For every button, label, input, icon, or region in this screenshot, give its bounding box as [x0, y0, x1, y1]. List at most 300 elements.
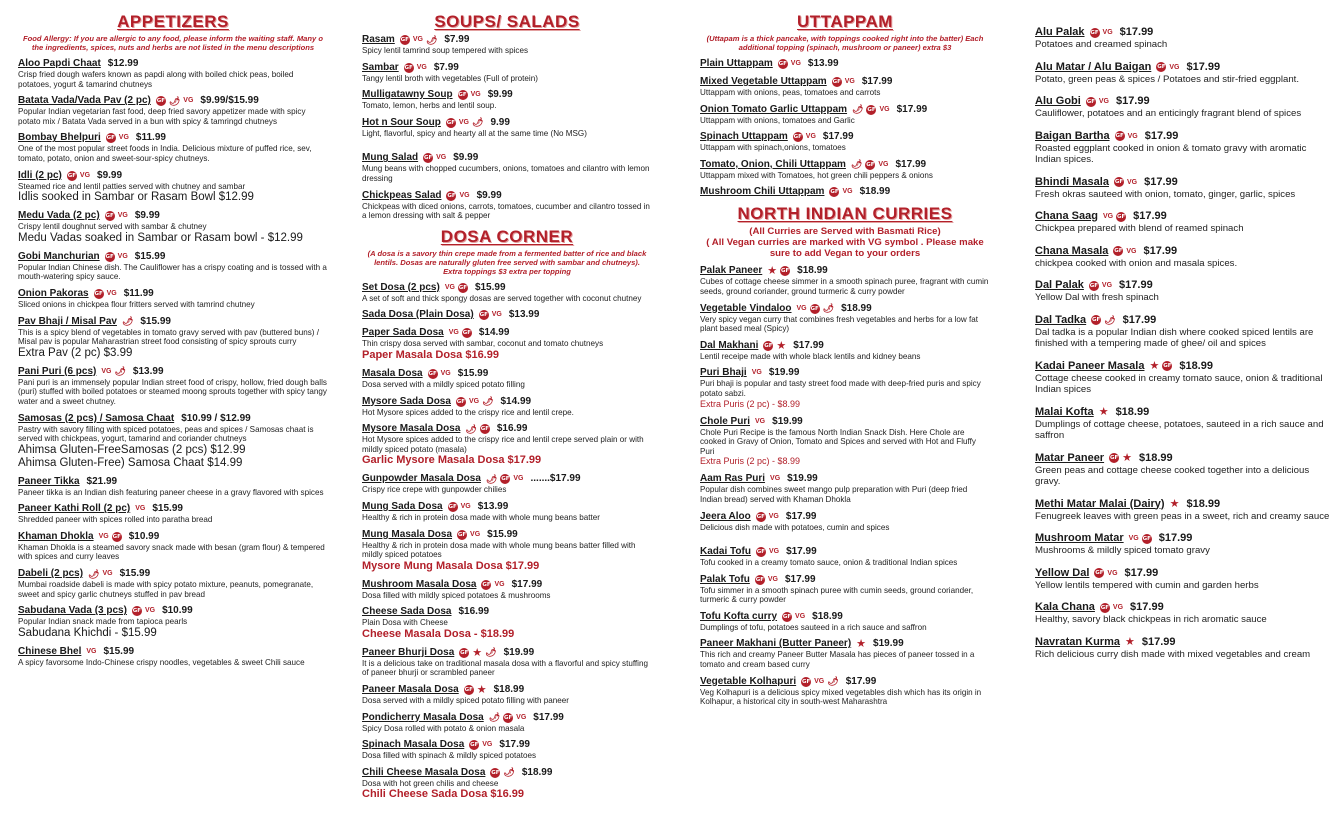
menu-item-price: $9.99 — [476, 189, 502, 201]
menu-item-description: Potatoes and creamed spinach — [1035, 39, 1168, 50]
gluten-free-icon: GF — [1116, 213, 1126, 220]
dietary-icons — [1129, 532, 1152, 545]
menu-item-extra: Extra Puris (2 pc) - $8.99 — [700, 456, 801, 467]
menu-item — [18, 58, 328, 89]
vegan-icon: VG — [1127, 132, 1138, 140]
menu-item-price: $19.99 — [768, 367, 800, 379]
dietary-icons — [770, 473, 780, 485]
dietary-icons — [457, 529, 480, 541]
menu-item-description: Steamed rice and lentil patties served with chutney and sambar — [18, 181, 246, 191]
menu-item-header — [362, 423, 652, 435]
menu-item-price: $16.99 — [458, 606, 490, 618]
menu-item-header — [18, 646, 328, 658]
menu-item — [362, 712, 652, 734]
menu-item-price: $17.99 — [499, 739, 530, 751]
menu-item-name: Pav Bhaji / Misal Pav — [18, 315, 117, 327]
menu-item-name: Paneer Bhurji Dosa — [362, 646, 455, 658]
chili-pepper-icon: 🌶 — [1104, 314, 1116, 325]
star-icon: ★ — [1149, 360, 1160, 372]
gluten-free-icon: GF — [781, 268, 790, 275]
menu-item-description: Popular Indian vegetarian fast food, deep fried savory appetizer made with spicy potato mix / Batata Vada served in a bun with spicy & tamringd chutneys — [18, 107, 306, 126]
chili-pepper-icon: 🌶 — [114, 366, 126, 377]
menu-item-price: $10.99 / $12.99 — [181, 412, 251, 424]
vegan-icon: VG — [768, 512, 779, 520]
menu-item-description: It is a delicious take on traditional masala dosa with a flavorful and spicy stuffing of paneer bhurji or scrambled paneer — [362, 658, 648, 678]
menu-item-name: Kadai Tofu — [700, 546, 751, 558]
menu-item-header — [362, 152, 652, 164]
menu-item-header — [1035, 95, 1335, 108]
menu-item-header — [1035, 532, 1335, 545]
dietary-icons — [756, 546, 779, 558]
menu-item-description: Healthy & rich in protein dosa made with whole mung beans batter — [362, 512, 600, 522]
vegan-icon: VG — [491, 311, 502, 319]
gluten-free-icon: GF — [482, 581, 491, 588]
vegan-icon: VG — [460, 502, 471, 510]
star-icon: ★ — [776, 339, 787, 352]
dietary-icons — [1170, 499, 1180, 509]
menu-item-header — [362, 309, 652, 321]
menu-item — [1035, 95, 1335, 120]
menu-item-name: Alu Matar / Alu Baigan — [1035, 60, 1152, 73]
gluten-free-icon: GF — [1086, 98, 1095, 105]
menu-item-header — [1035, 61, 1335, 74]
menu-item-header — [700, 186, 990, 198]
menu-item-header — [1035, 130, 1335, 143]
gluten-free-icon: GF — [782, 613, 792, 620]
curries-continued-column — [1035, 26, 1335, 670]
menu-item — [362, 767, 652, 802]
menu-item — [362, 309, 652, 321]
menu-item-description: Uttappam with spinach,onions, tomatoes — [700, 143, 846, 153]
gluten-free-icon: GF — [105, 213, 114, 220]
menu-item-description: Yellow Dal with fresh spinach — [1035, 292, 1159, 303]
menu-item-price: $15.99 — [457, 367, 489, 379]
chili-pepper-icon: 🌶 — [488, 712, 501, 723]
menu-item-extra: Mysore Mung Masala Dosa $17.99 — [362, 559, 540, 572]
menu-item-name: Mung Salad — [362, 152, 419, 164]
chili-pepper-icon: 🌶 — [465, 423, 477, 434]
menu-item-description: Green peas and cottage cheese cooked together into a delicious gravy. — [1035, 464, 1310, 487]
chili-pepper-icon: 🌶 — [850, 159, 863, 170]
menu-item-price: $19.99 — [503, 646, 535, 658]
menu-item-name: Hot n Sour Soup — [362, 116, 441, 128]
menu-item-description: Tomato, lemon, herbs and lentil soup. — [362, 101, 497, 111]
dietary-icons — [767, 266, 790, 276]
menu-item-name: Set Dosa (2 pcs) — [362, 281, 440, 293]
soups-list — [362, 34, 652, 138]
menu-item-name: Chili Cheese Masala Dosa — [362, 766, 486, 778]
appetizers-column — [18, 12, 328, 673]
gluten-free-icon: GF — [491, 769, 500, 776]
vegan-icon: VG — [436, 154, 447, 162]
menu-item-price: $19.99 — [787, 473, 818, 485]
menu-item-price: $13.99 — [807, 58, 839, 69]
menu-item-header — [1035, 314, 1335, 327]
menu-item — [362, 327, 652, 362]
gluten-free-icon: GF — [106, 135, 115, 142]
gluten-free-icon: GF — [423, 155, 433, 162]
chili-pepper-icon: 🌶 — [827, 676, 839, 687]
menu-item — [700, 76, 990, 98]
gluten-free-icon: GF — [504, 714, 513, 721]
menu-item — [362, 579, 652, 601]
dietary-icons — [1100, 601, 1123, 614]
gluten-free-icon: GF — [866, 161, 875, 168]
menu-item-extra: Idlis sooked in Sambar or Rasam Bowl $12.99 — [18, 191, 254, 204]
menu-item-name: Yellow Dal — [1035, 566, 1090, 579]
menu-item-header — [700, 511, 990, 523]
menu-item-description: Tangy lentil broth with vegetables (Full of protein) — [362, 73, 538, 83]
chili-pepper-icon: 🌶 — [822, 303, 835, 314]
menu-item-price: $15.99 — [474, 281, 506, 293]
dietary-icons — [86, 646, 96, 658]
menu-item-name: Spinach Uttappam — [700, 131, 788, 143]
dietary-icons — [446, 117, 484, 129]
menu-item-header — [362, 767, 652, 779]
menu-item-price: $15.99 — [140, 315, 171, 327]
menu-item-name: Paneer Kathi Roll (2 pc) — [18, 503, 131, 515]
menu-item-extra: Extra Pav (2 pc) $3.99 — [18, 346, 133, 359]
gluten-free-icon: GF — [105, 253, 114, 260]
menu-item-description: Dosa filled with spinach & mildly spiced potatoes — [362, 751, 537, 761]
menu-item-name: Alu Gobi — [1035, 95, 1081, 107]
menu-item-name: Gobi Manchurian — [18, 250, 100, 262]
menu-item-header — [700, 58, 990, 70]
menu-item-price: $14.99 — [500, 395, 532, 407]
menu-item-name: Aam Ras Puri — [700, 473, 766, 485]
dietary-icons — [1091, 315, 1115, 325]
menu-item-header — [1035, 176, 1335, 189]
menu-item-price: $17.99 — [785, 510, 817, 522]
menu-item — [1035, 532, 1335, 557]
menu-item — [18, 251, 328, 282]
menu-item-price: $17.99 — [1144, 129, 1179, 142]
star-icon: ★ — [856, 638, 867, 651]
dietary-icons — [1086, 95, 1109, 108]
menu-item-header — [362, 282, 652, 294]
dietary-icons — [793, 131, 816, 143]
menu-item-price: $17.99 — [1124, 566, 1159, 579]
vegan-icon: VG — [144, 607, 156, 615]
menu-item-description: Paneer tikka is an Indian dish featuring paneer cheese in a gravy flavored with spices — [18, 487, 324, 497]
vegan-icon: VG — [117, 212, 128, 220]
menu-item — [700, 546, 990, 568]
menu-item-name: Kala Chana — [1035, 601, 1095, 613]
menu-item-name: Dal Palak — [1035, 279, 1084, 291]
menu-item-header — [362, 117, 652, 129]
menu-item — [18, 132, 328, 163]
vegan-icon: VG — [106, 289, 117, 297]
menu-item-price: $13.99 — [477, 500, 509, 512]
menu-item-price: $17.99 — [1119, 26, 1154, 38]
menu-item-name: Chinese Bhel — [18, 645, 82, 657]
gluten-free-icon: GF — [1090, 29, 1099, 36]
menu-item-header — [18, 476, 328, 488]
menu-item-price: $18.99 — [1138, 451, 1173, 464]
menu-item-header — [18, 288, 328, 300]
dietary-icons — [465, 424, 489, 434]
menu-item — [700, 340, 990, 362]
dietary-icons — [763, 341, 786, 351]
star-icon: ★ — [476, 684, 487, 697]
menu-item-description: A spicy favorsome Indo-Chinese crispy noodles, vegetables & sweet Chili sauce — [18, 657, 305, 667]
menu-item-description: Delicious dish made with potatoes, cumin and spices — [700, 522, 890, 532]
menu-item — [362, 396, 652, 418]
menu-item-price: $7.99 — [444, 34, 470, 45]
menu-item-price: $7.99 — [433, 61, 459, 73]
menu-item — [362, 62, 652, 84]
menu-item-name: Puri Bhaji — [700, 367, 747, 379]
menu-item-name: Sambar — [362, 61, 399, 73]
vegan-icon: VG — [98, 532, 109, 540]
gluten-free-icon: GF — [67, 172, 77, 179]
menu-item-description: Spicy Dosa rolled with potato & onion masala — [362, 723, 525, 733]
dietary-icons — [1099, 407, 1109, 417]
menu-item-name: Tofu Kofta curry — [700, 610, 778, 622]
vegan-icon: VG — [751, 369, 762, 377]
menu-item — [700, 638, 990, 669]
menu-item-description: Chickpea prepared with blend of reamed spinach — [1035, 223, 1244, 234]
menu-item-price: $9.99 — [134, 210, 160, 222]
menu-item-extra: Garlic Mysore Masala Dosa $17.99 — [362, 454, 542, 467]
gluten-free-icon: GF — [764, 342, 773, 349]
menu-item-name: Paneer Tikka — [18, 475, 80, 487]
curries-list — [700, 265, 990, 532]
gluten-free-icon: GF — [793, 134, 802, 141]
dietary-icons — [1089, 279, 1112, 292]
menu-item — [362, 423, 652, 467]
menu-item — [18, 646, 328, 668]
vegan-icon: VG — [879, 105, 890, 113]
gluten-free-icon: GF — [867, 106, 876, 113]
dietary-icons — [752, 367, 762, 379]
menu-item-price: $10.99 — [162, 605, 193, 617]
allergy-note: Food Allergy: If you are allergic to any food, please inform the waiting staff. Many o the ingredients, spices, nuts and herbs are not listed in the menu descriptions — [23, 34, 323, 52]
menu-item-extra: Chili Cheese Sada Dosa $16.99 — [362, 788, 525, 801]
gluten-free-icon: GF — [156, 98, 165, 105]
menu-item-name: Samosas (2 pcs) / Samosa Chaat — [18, 412, 175, 424]
menu-item-description: Cauliflower, potatoes and an enticingly fragrant blend of spices — [1035, 108, 1302, 119]
menu-item — [700, 104, 990, 126]
menu-item-extra: Medu Vadas soaked in Sambar or Rasam bowl - $12.99 — [18, 231, 303, 244]
menu-item-description: Dumplings of cottage cheese, potatoes, sauteed in a rich sauce and saffron — [1035, 418, 1324, 441]
menu-item-description: Yellow lentils tempered with cumin and garden herbs — [1035, 579, 1259, 591]
dietary-icons — [778, 58, 801, 70]
menu-item-name: Navratan Kurma — [1035, 635, 1120, 648]
menu-item-description: Sliced onions in chickpea flour fritters served with tamrind chutney — [18, 299, 255, 309]
menu-item-description: Chickpeas with diced onions, carrots, tomatoes, cucumber and cilantro tossed in a lemon dressing with salt & pepper — [362, 201, 650, 221]
menu-item-description: Dosa filled with mildly spiced potatoes & mushrooms — [362, 590, 551, 600]
gluten-free-icon: GF — [830, 189, 839, 196]
menu-item-name: Medu Vada (2 pc) — [18, 210, 100, 222]
gluten-free-icon: GF — [458, 92, 467, 99]
menu-item-name: Onion Pakoras — [18, 287, 89, 299]
dietary-icons — [428, 368, 451, 380]
chili-pepper-icon: 🌶 — [472, 117, 484, 128]
menu-item-price: $15.99 — [119, 568, 151, 580]
vegan-icon: VG — [1102, 29, 1113, 36]
menu-item-description: A set of soft and thick spongy dosas are served together with coconut chutney — [362, 293, 642, 303]
tofu-curries-list — [700, 546, 990, 707]
star-icon: ★ — [472, 646, 483, 659]
chili-pepper-icon: 🌶 — [485, 473, 498, 484]
dietary-icons — [1103, 210, 1126, 223]
dietary-icons — [448, 501, 471, 513]
menu-item-name: Chana Masala — [1035, 244, 1109, 257]
chili-pepper-icon: 🌶 — [852, 104, 864, 115]
menu-item-header — [1035, 210, 1335, 223]
menu-item-header — [700, 676, 990, 688]
menu-item-header — [1035, 406, 1335, 419]
menu-item-description: One of the most popular street foods in India. Delicious mixture of puffed rice, sev, tomato, potato, onion and sweet-sour-spicy chutneys. — [18, 144, 312, 163]
dietary-icons — [755, 416, 765, 428]
menu-item-header — [700, 131, 990, 143]
dietary-icons — [490, 768, 514, 778]
menu-item — [362, 34, 652, 56]
menu-item — [18, 170, 328, 205]
star-icon: ★ — [1169, 498, 1180, 510]
menu-item-description: Fresh okras sauteed with onion, tomato, ginger, garlic, spices — [1035, 188, 1296, 200]
menu-item-header — [700, 611, 990, 623]
vegan-icon: VG — [1126, 247, 1137, 255]
menu-item — [1035, 636, 1335, 661]
menu-item-name: Alu Palak — [1035, 26, 1085, 38]
menu-item-header — [362, 89, 652, 101]
menu-item — [362, 152, 652, 183]
menu-item-name: Mysore Sada Dosa — [362, 395, 451, 407]
menu-item — [1035, 360, 1335, 396]
dietary-icons — [1114, 176, 1137, 189]
menu-item-header — [700, 473, 990, 485]
menu-item-name: Palak Tofu — [700, 573, 750, 585]
menu-item-name: Khaman Dhokla — [18, 530, 94, 542]
menu-item — [1035, 245, 1335, 270]
menu-item — [700, 303, 990, 334]
dietary-icons — [400, 34, 438, 46]
menu-item-extra: Sabudana Khichdi - $15.99 — [18, 626, 157, 639]
dietary-icons — [469, 739, 492, 751]
menu-item-description: Mushrooms & mildly spiced tomato gravy — [1035, 545, 1210, 556]
gluten-free-icon: GF — [755, 576, 764, 583]
vegan-icon: VG — [117, 252, 128, 260]
curries-note-rice: (All Curries are Served with Basmati Rice) — [749, 226, 941, 238]
menu-item-price: $17.99 — [1158, 532, 1193, 544]
gluten-free-icon: GF — [428, 370, 437, 377]
menu-item-description: Uttappam mixed with Tomatoes, hot green chili peppers & onions — [700, 170, 933, 180]
menu-item-description: Popular Indian Chinese dish. The Cauliflower has a crispy coating and is tossed with a mouth-watering spicy sauce. — [18, 262, 327, 282]
menu-item-description: Cottage cheese cooked in creamy tomato sauce, onion & traditional Indian spices — [1035, 372, 1323, 395]
menu-item-price: $11.99 — [135, 132, 166, 144]
dietary-icons — [458, 89, 481, 101]
vegan-icon: VG — [1112, 604, 1124, 611]
menu-item — [1035, 567, 1335, 592]
vegan-icon: VG — [1101, 282, 1113, 289]
vegan-icon: VG — [416, 63, 427, 71]
menu-item-name: Mixed Vegetable Uttappam — [700, 76, 827, 87]
menu-item-description: Hot Mysore spices added to the crispy rice and lentil crepe. — [362, 407, 574, 417]
menu-item — [362, 684, 652, 706]
gluten-free-icon: GF — [458, 284, 468, 291]
menu-item-header — [700, 367, 990, 379]
menu-item-name: Cheese Sada Dosa — [362, 606, 452, 618]
dietary-icons — [67, 170, 90, 182]
menu-item-name: Jeera Aloo — [700, 510, 751, 522]
menu-item-description: Crispy lentil doughnut served with sambar & chutney — [18, 222, 207, 232]
menu-item-extra: Cheese Masala Dosa - $18.99 — [362, 627, 515, 640]
vegan-icon: VG — [470, 530, 481, 538]
menu-item-price: $17.99 — [1119, 279, 1153, 291]
menu-item-name: Paneer Masala Dosa — [362, 684, 459, 696]
menu-item — [700, 416, 990, 468]
dietary-icons — [404, 62, 427, 74]
menu-item-price: $18.99 — [1179, 359, 1213, 372]
menu-item-description: This is a spicy blend of vegetables in tomato gravy served with pav (buttered buns) / Misal pav is popular Maharastrian street food consisting of spicy sprouts curry — [18, 327, 319, 347]
menu-item-header — [700, 159, 990, 171]
vegan-icon: VG — [1098, 98, 1109, 105]
uttappam-curries-column — [700, 12, 990, 713]
menu-item-header — [18, 366, 328, 378]
menu-item-header — [1035, 636, 1335, 649]
vegan-icon: VG — [1128, 535, 1139, 542]
menu-item-header — [1035, 567, 1335, 580]
menu-item — [18, 531, 328, 562]
vegan-icon: VG — [770, 475, 781, 483]
gluten-free-icon: GF — [400, 37, 409, 43]
menu-item — [700, 574, 990, 605]
menu-item — [362, 368, 652, 390]
dietary-icons — [88, 568, 113, 580]
vegan-icon: VG — [458, 118, 470, 126]
menu-item-extra: Extra Puris (2 pc) - $8.99 — [700, 398, 801, 409]
star-icon: ★ — [1124, 636, 1135, 648]
menu-item-name: Palak Paneer — [700, 265, 763, 277]
chili-pepper-icon: 🌶 — [88, 568, 100, 579]
menu-item-description: Pastry with savory filling with spiced potatoes, peas and spices / Samosas chaat is served with chickpeas, yogurt, tamarind and coriander chutneys — [18, 424, 314, 444]
gluten-free-icon: GF — [456, 398, 466, 405]
gluten-free-icon: GF — [447, 192, 456, 199]
menu-item-price: $17.99 — [784, 573, 816, 585]
gluten-free-icon: GF — [132, 608, 142, 615]
menu-item-header — [700, 303, 990, 315]
menu-item-name: Sada Dosa (Plain Dosa) — [362, 309, 474, 321]
dietary-icons — [829, 186, 852, 198]
star-icon: ★ — [1098, 406, 1109, 418]
vegan-icon: VG — [101, 367, 112, 375]
menu-item — [700, 511, 990, 533]
dietary-icons — [479, 309, 502, 321]
menu-item-price: $17.99 — [1141, 635, 1176, 648]
menu-item-name: Kadai Paneer Masala — [1035, 359, 1145, 372]
vegan-icon: VG — [135, 505, 146, 513]
menu-item-price: $19.99 — [873, 638, 904, 650]
menu-item-description: Dosa served with a mildly spiced potato filling — [362, 379, 525, 389]
gluten-free-icon: GF — [1092, 317, 1101, 323]
menu-item-name: Dabeli (2 pcs) — [18, 568, 84, 580]
gluten-free-icon: GF — [457, 531, 467, 538]
menu-item-header — [362, 684, 652, 696]
menu-item-description: Roasted eggplant cooked in onion & tomato gravy with aromatic Indian spices. — [1035, 142, 1307, 165]
vegan-icon: VG — [1169, 63, 1180, 71]
menu-item-description: Mumbai roadside dabeli is made with spicy potato mixture, peanuts, pomegranate, sweet and spicy garlic chutneys stuffed in pav bread — [18, 580, 314, 599]
gluten-free-icon: GF — [756, 549, 766, 556]
menu-item-description: Tofu simmer in a smooth spinach puree with cumin seeds, ground coriander, turmeric & curry powder — [700, 585, 974, 605]
menu-item-price: $18.99 — [493, 684, 525, 696]
gluten-free-icon: GF — [446, 119, 456, 126]
dietary-icons — [755, 574, 778, 586]
menu-item-header — [362, 396, 652, 408]
menu-item-name: Sabudana Vada (3 pcs) — [18, 605, 127, 617]
menu-item — [700, 611, 990, 633]
